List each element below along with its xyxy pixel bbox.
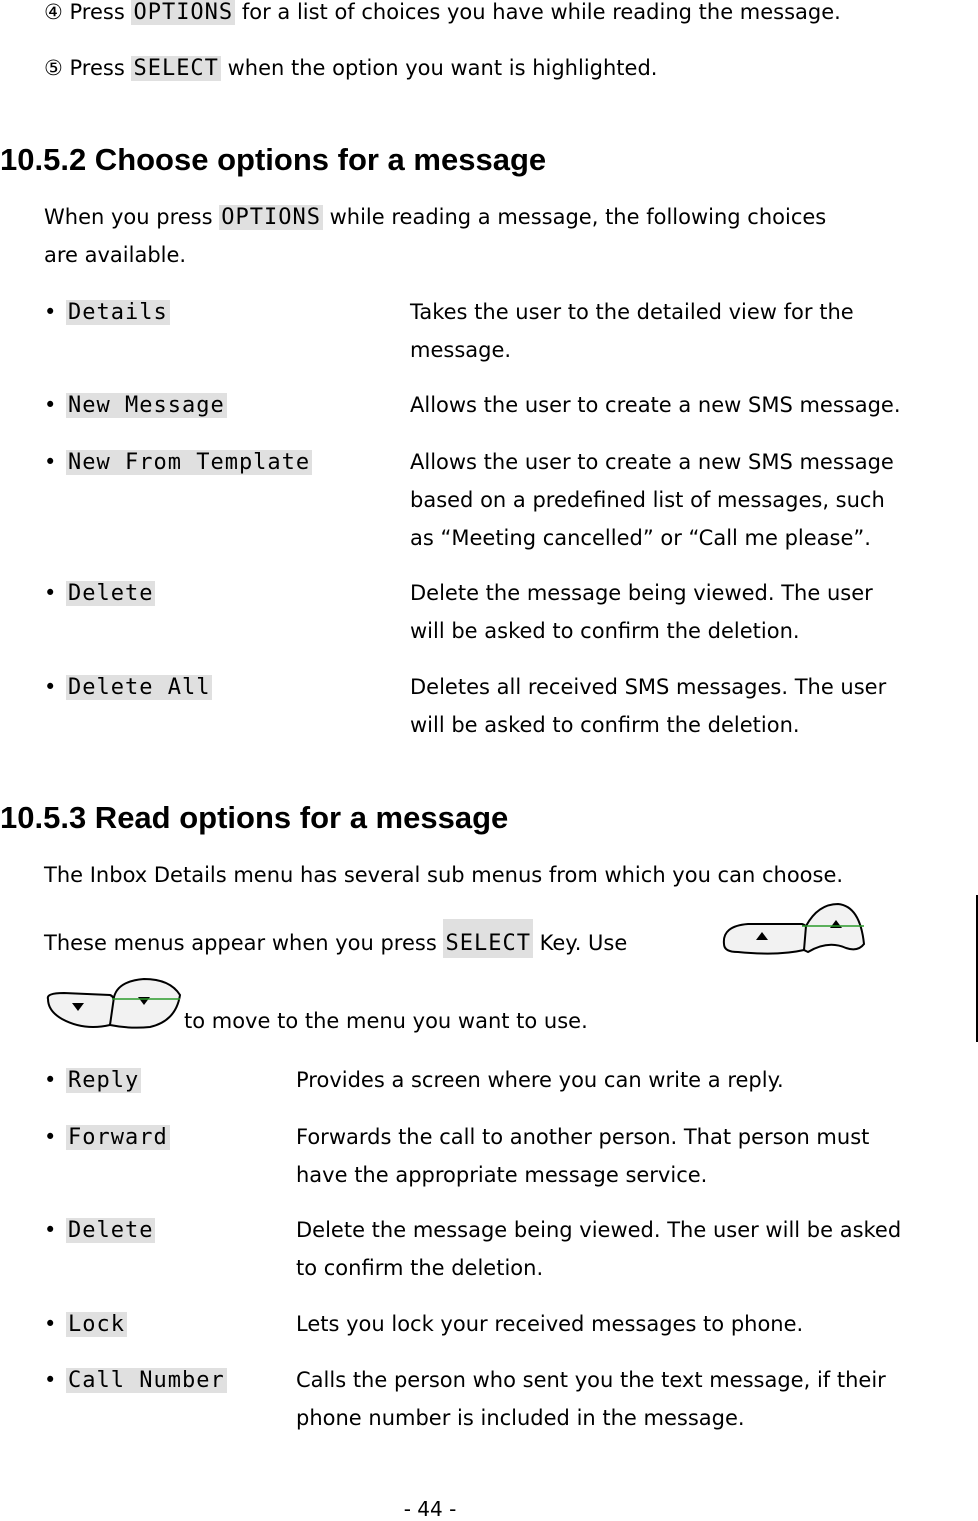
menu-label: Call Number <box>68 1368 225 1393</box>
select-key: SELECT <box>443 919 532 958</box>
page-number: - 44 - <box>403 1497 457 1521</box>
option-label: Delete <box>68 581 154 606</box>
option-label: New From Template <box>68 450 311 475</box>
menu-desc: Delete the message being viewed. The user will be asked to confirm the deletion. <box>296 1218 902 1280</box>
option-desc: Deletes all received SMS messages. The user will be asked to confirm the deletion. <box>410 675 887 737</box>
bullet: • <box>44 581 57 605</box>
menu-label: Reply <box>68 1068 140 1093</box>
section1-intro: When you press OPTIONS while reading a message, the following choices <box>44 205 827 230</box>
section2-intro-line2: These menus appear when you press SELECT Key. Use <box>44 928 627 959</box>
option-item-delete-all <box>44 672 212 703</box>
menu-label: Delete <box>68 1218 154 1243</box>
section2-intro-line1: The Inbox Details menu has several sub menus from which you can choose. <box>44 863 844 887</box>
menu-desc: Provides a screen where you can write a reply. <box>296 1068 784 1092</box>
option-label: Details <box>68 300 168 325</box>
bullet: • <box>44 1125 57 1149</box>
menu-item-delete <box>44 1215 155 1246</box>
menu-item-lock <box>44 1309 127 1340</box>
option-item-new-from-template <box>44 447 312 478</box>
step-marker: ④ <box>44 0 63 24</box>
menu-item-call-number <box>44 1365 227 1396</box>
section-heading-choose-options: 10.5.2 Choose options for a message <box>0 142 547 177</box>
options-key: OPTIONS <box>133 0 234 25</box>
bullet: • <box>44 450 57 474</box>
menu-desc: Forwards the call to another person. That person must have the appropriate message service. <box>296 1125 870 1187</box>
option-label: Delete All <box>68 675 211 700</box>
menu-item-reply <box>44 1065 141 1096</box>
option-item-delete <box>44 578 155 609</box>
down-key-icon <box>44 975 184 1033</box>
menu-item-forward <box>44 1122 170 1153</box>
menu-desc: Calls the person who sent you the text message, if their phone number is included in the message. <box>296 1368 886 1430</box>
option-label: New Message <box>68 393 225 418</box>
bullet: • <box>44 1218 57 1242</box>
menu-label: Forward <box>68 1125 168 1150</box>
option-desc: Allows the user to create a new SMS message. <box>410 393 901 417</box>
bullet: • <box>44 393 57 417</box>
section1-intro-line2: are available. <box>44 243 187 267</box>
bullet: • <box>44 1312 57 1336</box>
option-desc: Allows the user to create a new SMS message based on a predefined list of messages, such as “Meeting cancelled” or “Call me please”. <box>410 450 894 550</box>
section2-intro-line3: to move to the menu you want to use. <box>184 1009 588 1033</box>
options-key: OPTIONS <box>221 205 321 230</box>
select-key: SELECT <box>133 56 219 81</box>
option-desc: Takes the user to the detailed view for the message. <box>410 300 854 362</box>
option-item-details <box>44 297 170 328</box>
bullet: • <box>44 1068 57 1092</box>
bullet: • <box>44 300 57 324</box>
step-marker: ⑤ <box>44 56 63 80</box>
menu-label: Lock <box>68 1312 125 1337</box>
menu-desc: Lets you lock your received messages to phone. <box>296 1312 804 1336</box>
option-desc: Delete the message being viewed. The user will be asked to confirm the deletion. <box>410 581 873 643</box>
step-5: ⑤ Press SELECT when the option you want is highlighted. <box>44 56 658 81</box>
section-heading-read-options: 10.5.3 Read options for a message <box>0 800 509 835</box>
step-4: ④ Press OPTIONS for a list of choices you have while reading the message. <box>44 0 841 25</box>
option-item-new-message <box>44 390 227 421</box>
bullet: • <box>44 675 57 699</box>
bullet: • <box>44 1368 57 1392</box>
up-key-icon <box>718 900 866 958</box>
